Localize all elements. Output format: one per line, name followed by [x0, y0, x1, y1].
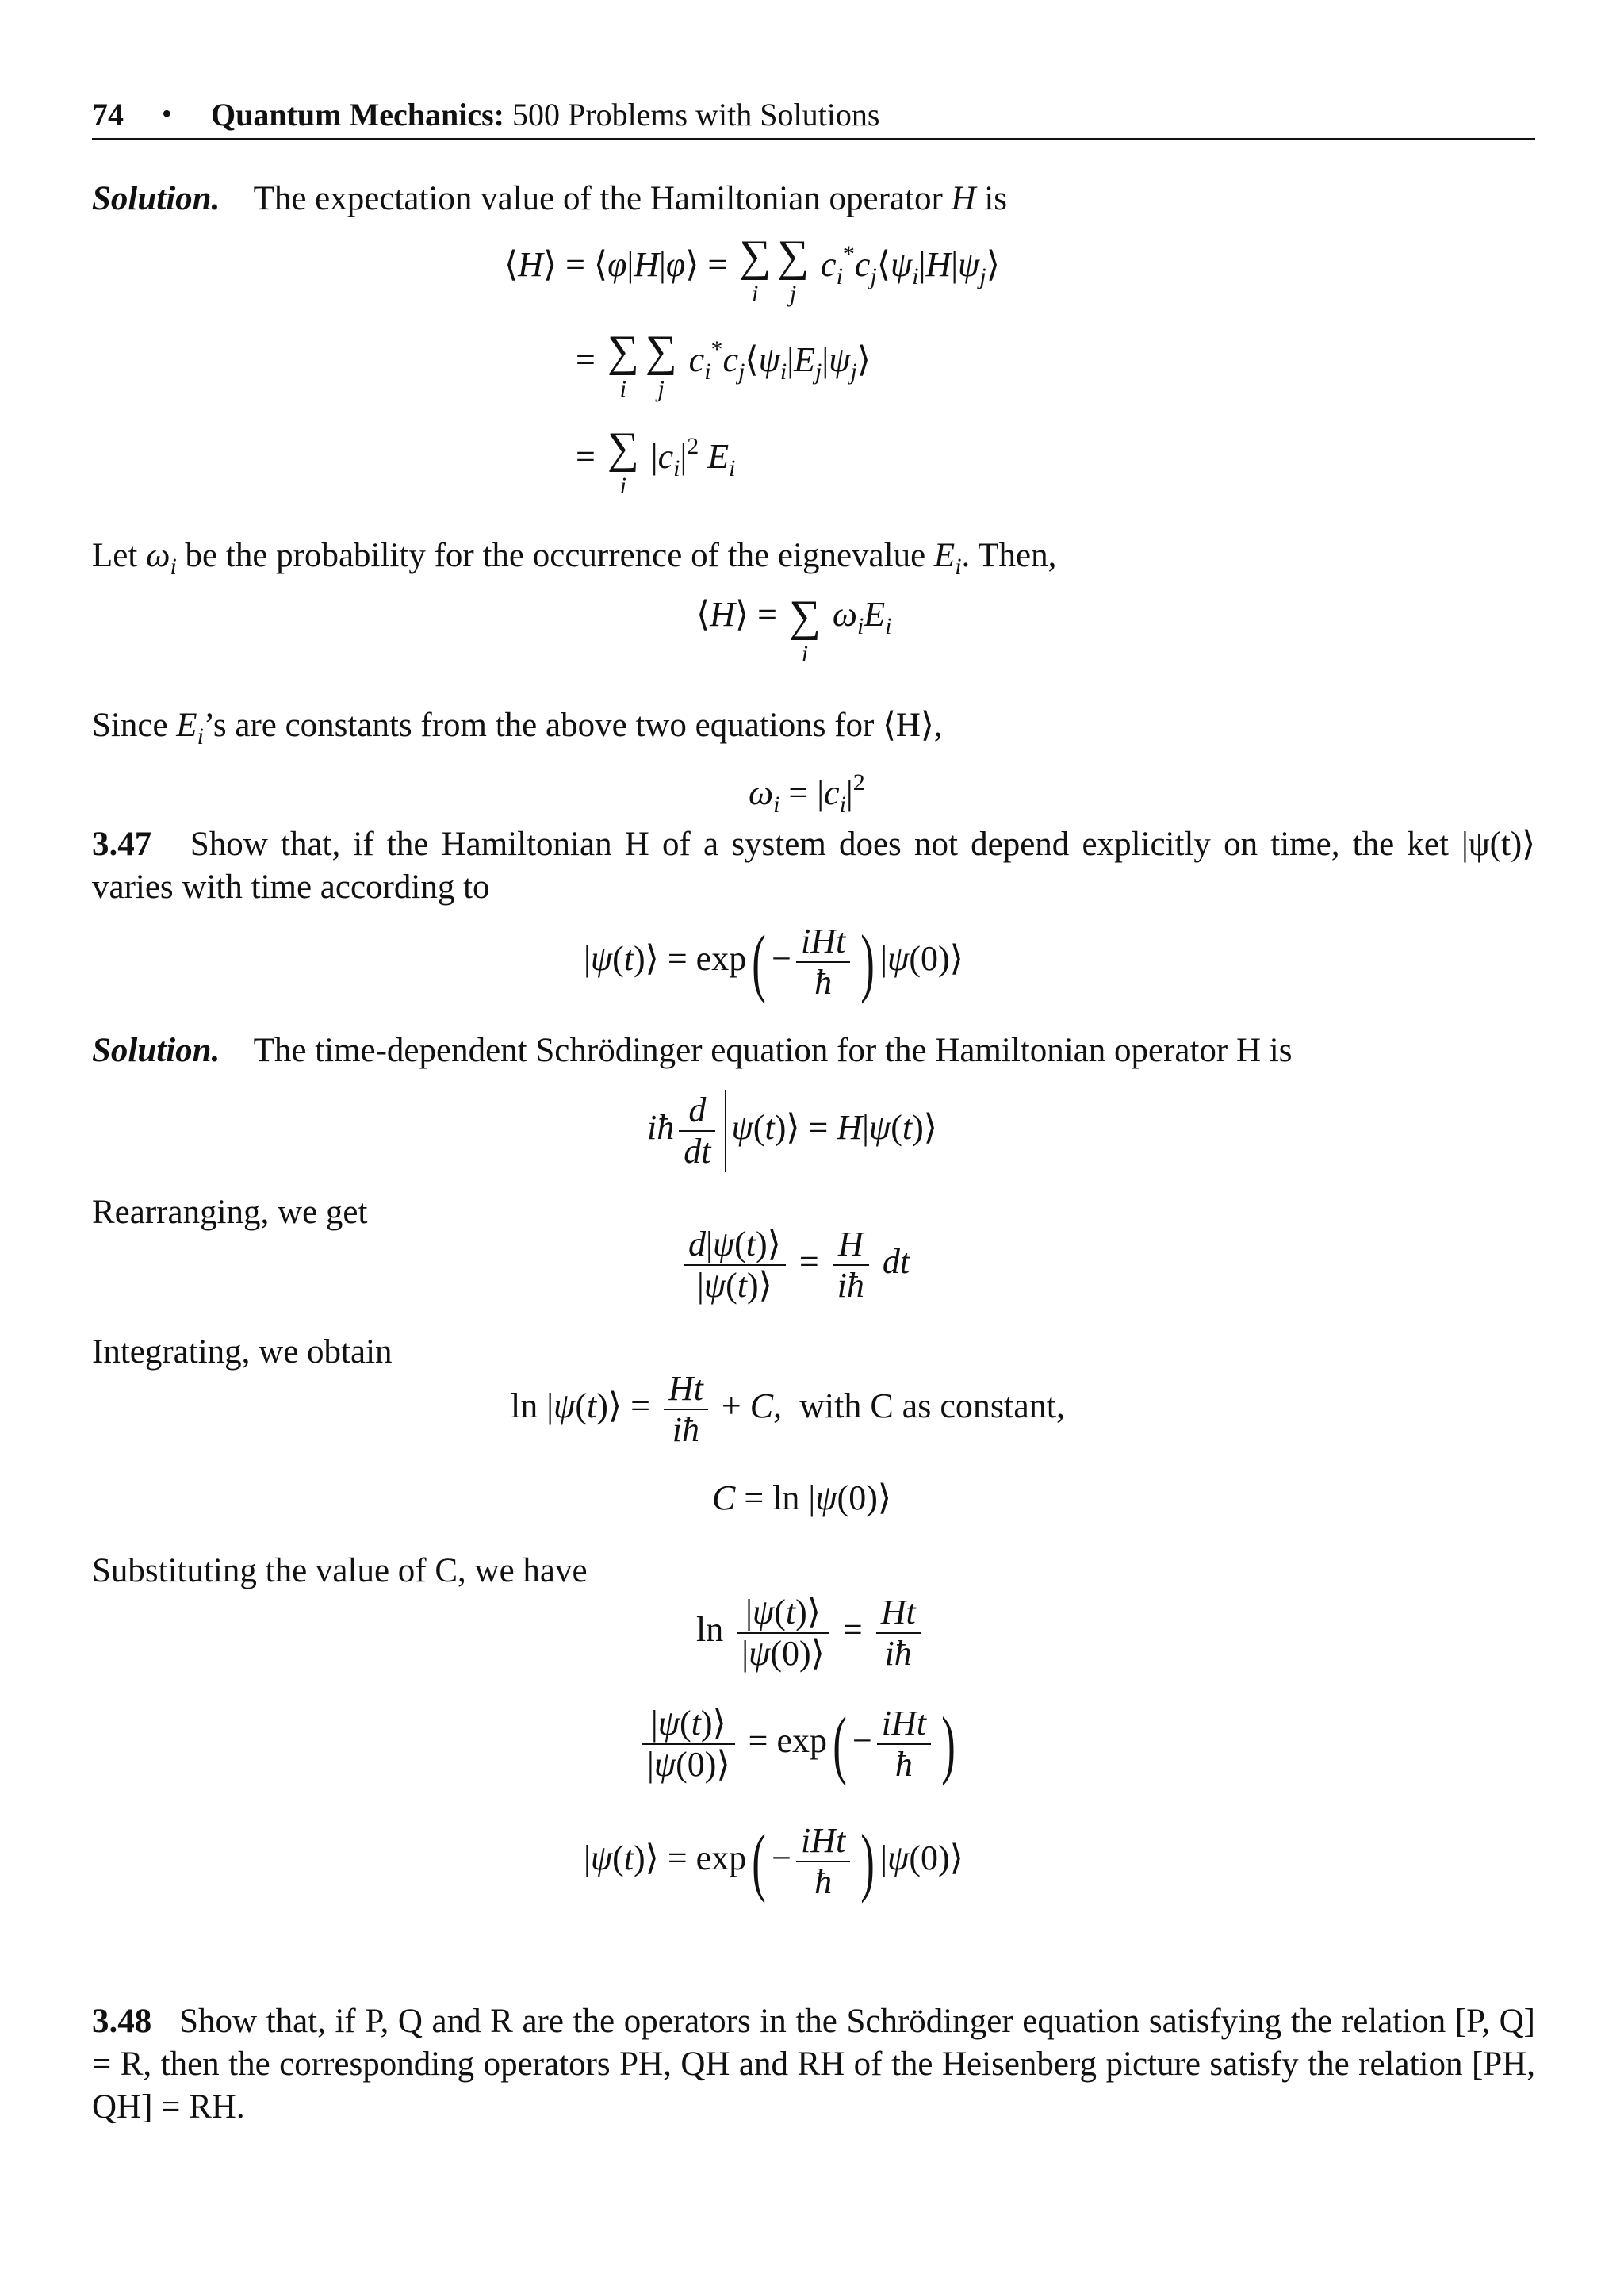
- book-title-rest: 500 Problems with Solutions: [512, 97, 880, 132]
- page: [92, 89, 1535, 2230]
- problem-3-48: [92, 2000, 1535, 2129]
- equation-ratio-exp: $\frac{|\psi(t)⟩}{|\psi(0)⟩}$ = exp( − $\frac{\text{iHt}}{ħ}$ ): [638, 1704, 961, 1785]
- problem-3-48-text: Show that, if P, Q and R are the operators in the Schrödinger equation satisfying the relation [P, Q] = R, then the corresponding operators PH, QH and RH of the Heisenberg picture satisfy the relation [PH, QH] = RH.: [92, 2003, 1535, 2126]
- let-text-3: . Then,: [961, 537, 1057, 574]
- running-header: [92, 89, 1535, 140]
- problem-3-47: [92, 823, 1535, 909]
- equation-expectation-omega: ⟨H⟩ = ∑ i $\omega_iE_i$: [696, 592, 892, 667]
- solution-label: Solution.: [92, 180, 220, 217]
- integrating-text: Integrating, we obtain: [92, 1333, 393, 1371]
- since-text-1: Since: [92, 707, 168, 744]
- solution-intro: [92, 178, 1007, 220]
- solution-intro-text: The expectation value of the Hamiltonian operator: [253, 180, 943, 217]
- problem-number-3-47: 3.47: [92, 826, 152, 863]
- solution-347-text: The time-dependent Schrödinger equation for the Hamiltonian operator H is: [253, 1032, 1293, 1069]
- solution-intro-var: H: [951, 180, 976, 217]
- equation-expectation-3: = ∑ i $|c_i|^2$ $E_i$: [576, 424, 736, 499]
- with-c-text: with C as constant,: [799, 1386, 1065, 1426]
- equation-expectation-1: ⟨H⟩ = ⟨φ|H|φ⟩ = ∑ i ∑ j $c_i^*c_j⟨\psi_i|H|\psi_j⟩$: [504, 232, 1000, 307]
- let-text-2: be the probability for the occurrence of the eignevalue: [185, 537, 926, 574]
- equation-final-347: |ψ(t)⟩ = exp( − $\frac{\text{iHt}}{ħ}$ ) |ψ(0)⟩: [584, 1819, 963, 1904]
- problem-number-3-48: 3.48: [92, 2003, 152, 2040]
- since-text-3: ⟨H⟩,: [883, 707, 943, 744]
- book-title: [211, 94, 879, 136]
- page-number: 74: [92, 97, 124, 132]
- let-omega-paragraph: Let $\omega_i$ be the probability for the occurrence of the eignevalue $E_i$. Then,: [92, 537, 1057, 580]
- rearranging-text: Rearranging, we get: [92, 1194, 368, 1231]
- equation-expectation-2: = ∑ i ∑ j $c_i^*c_j⟨\psi_i|E_j|\psi_j⟩$: [576, 327, 871, 402]
- since-text-2: ’s are constants from the above two equations for: [203, 707, 875, 744]
- since-paragraph: Since $E_i’s$ are constants from the above two equations for ⟨H⟩,: [92, 707, 943, 750]
- solution-label-347: Solution.: [92, 1032, 220, 1069]
- let-text-1: Let: [92, 537, 138, 574]
- solution-intro-end: is: [984, 180, 1008, 217]
- equation-rearranged: $\frac{d|\psi(t)⟩}{|\psi(t)⟩}$ = $\frac{H}{iħ}$ dt: [679, 1225, 910, 1305]
- equation-result-347: |ψ(t)⟩ = exp( − $\frac{\text{iHt}}{ħ}$ ) |ψ(0)⟩: [584, 919, 963, 1004]
- equation-c-value: C = ln |ψ(0)⟩: [712, 1478, 892, 1517]
- equation-omega-equals: $\omega_i = |c_i|^2$: [749, 769, 865, 818]
- solution-347-intro: [92, 1029, 1292, 1072]
- book-title-bold: Quantum Mechanics:: [211, 97, 504, 132]
- equation-schrodinger: iħ $\frac{d}{dt}$ ψ(t)⟩ = H|ψ(t)⟩: [647, 1091, 937, 1171]
- substituting-text: Substituting the value of C, we have: [92, 1552, 588, 1589]
- equation-integrated: ln |ψ(t)⟩ = $\frac{Ht}{iħ}$ + C, with C as constant,: [511, 1369, 1065, 1449]
- problem-3-47-text: Show that, if the Hamiltonian H of a system does not depend explicitly on time, the ket |ψ(t)⟩ varies with time according to: [92, 826, 1536, 906]
- equation-ln-ratio: ln $\frac{|\psi(t)⟩}{|\psi(0)⟩}$ = $\frac{Ht}{iħ}$: [696, 1593, 925, 1673]
- header-bullet: •: [162, 98, 172, 129]
